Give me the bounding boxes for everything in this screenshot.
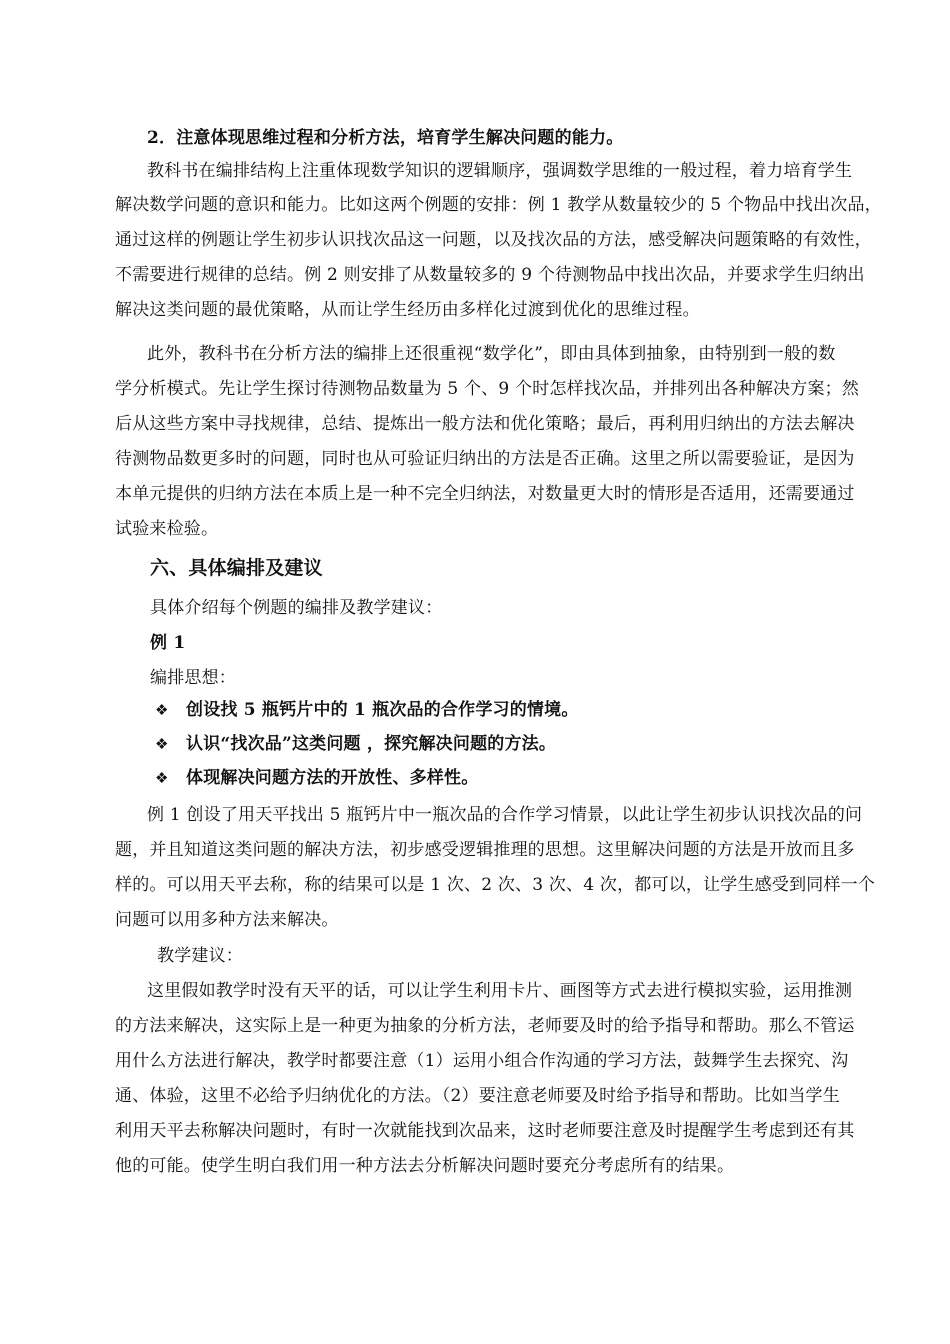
paragraph-line: 利用天平去称解决问题时，有时一次就能找到次品来，这时老师要注意及时提醒学生考虑到还有其 (115, 1121, 855, 1141)
paragraph-line: 这里假如教学时没有天平的话，可以让学生利用卡片、画图等方式去进行模拟实验，运用推测 (147, 981, 853, 1001)
paragraph-line: 样的。可以用天平去称，称的结果可以是 1 次、2 次、3 次、4 次，都可以，让学生感受到同样一个 (115, 875, 876, 895)
paragraph-line: 教科书在编排结构上注重体现数学知识的逻辑顺序，强调数学思维的一般过程，着力培育学生 (147, 161, 853, 181)
paragraph-line: 试验来检验。 (115, 519, 219, 539)
diamond-bullet-icon: ❖ (155, 735, 169, 753)
paragraph-line: 本单元提供的归纳方法在本质上是一种不完全归纳法，对数量更大时的情形是否适用，还需要通过 (115, 484, 855, 504)
paragraph-line: 解决数学问题的意识和能力。比如这两个例题的安排：例 1 教学从数量较少的 5 个物品中找出次品， (115, 195, 882, 215)
diamond-bullet-icon: ❖ (155, 769, 169, 787)
example-label: 例 1 (150, 633, 186, 653)
paragraph-line: 的方法来解决，这实际上是一种更为抽象的分析方法，老师要及时的给予指导和帮助。那么不管运 (115, 1016, 855, 1036)
paragraph-line: 不需要进行规律的总结。例 2 则安排了从数量较多的 9 个待测物品中找出次品，并要求学生归纳出 (115, 265, 865, 285)
paragraph-line: 待测物品数更多时的问题，同时也从可验证归纳出的方法是否正确。这里之所以需要验证，是因为 (115, 449, 855, 469)
paragraph-line: 他的可能。使学生明白我们用一种方法去分析解决问题时要充分考虑所有的结果。 (115, 1156, 735, 1176)
paragraph-line: 通过这样的例题让学生初步认识找次品这一问题，以及找次品的方法，感受解决问题策略的有效性， (115, 230, 872, 250)
paragraph-line: 用什么方法进行解决，教学时都要注意（1）运用小组合作沟通的学习方法，鼓舞学生去探究、沟 (115, 1051, 849, 1071)
paragraph-line: 题，并且知道这类问题的解决方法，初步感受逻辑推理的思想。这里解决问题的方法是开放而且多 (115, 840, 855, 860)
paragraph-line: 例 1 创设了用天平找出 5 瓶钙片中一瓶次品的合作学习情景，以此让学生初步认识找次品的问 (147, 805, 863, 825)
bullet-item: 创设找 5 瓶钙片中的 1 瓶次品的合作学习的情境。 (186, 700, 579, 720)
suggest-label: 教学建议： (157, 946, 243, 966)
paragraph-line: 此外，教科书在分析方法的编排上还很重视“数学化”，即由具体到抽象，由特别到一般的数 (147, 344, 836, 364)
paragraph-line: 解决这类问题的最优策略，从而让学生经历由多样化过渡到优化的思维过程。 (115, 300, 700, 320)
bullet-item: 体现解决问题方法的开放性、多样性。 (186, 768, 479, 788)
paragraph-line: 问题可以用多种方法来解决。 (115, 910, 339, 930)
bullet-item: 认识“找次品”这类问题 ，探究解决问题的方法。 (186, 734, 557, 754)
intro-line: 具体介绍每个例题的编排及教学建议： (150, 598, 443, 618)
paragraph-line: 学分析模式。先让学生探讨待测物品数量为 5 个、9 个时怎样找次品，并排列出各种解决方案；然 (115, 379, 860, 399)
design-label: 编排思想： (150, 668, 236, 688)
paragraph-line: 通、体验，这里不必给予归纳优化的方法。（2）要注意老师要及时给予指导和帮助。比如当学生 (115, 1086, 840, 1106)
paragraph-line: 后从这些方案中寻找规律，总结、提炼出一般方法和优化策略；最后，再利用归纳出的方法去解决 (115, 414, 855, 434)
section-heading: 六、具体编排及建议 (150, 557, 323, 579)
diamond-bullet-icon: ❖ (155, 701, 169, 719)
section-heading: 2．注意体现思维过程和分析方法，培育学生解决问题的能力。 (147, 128, 624, 148)
